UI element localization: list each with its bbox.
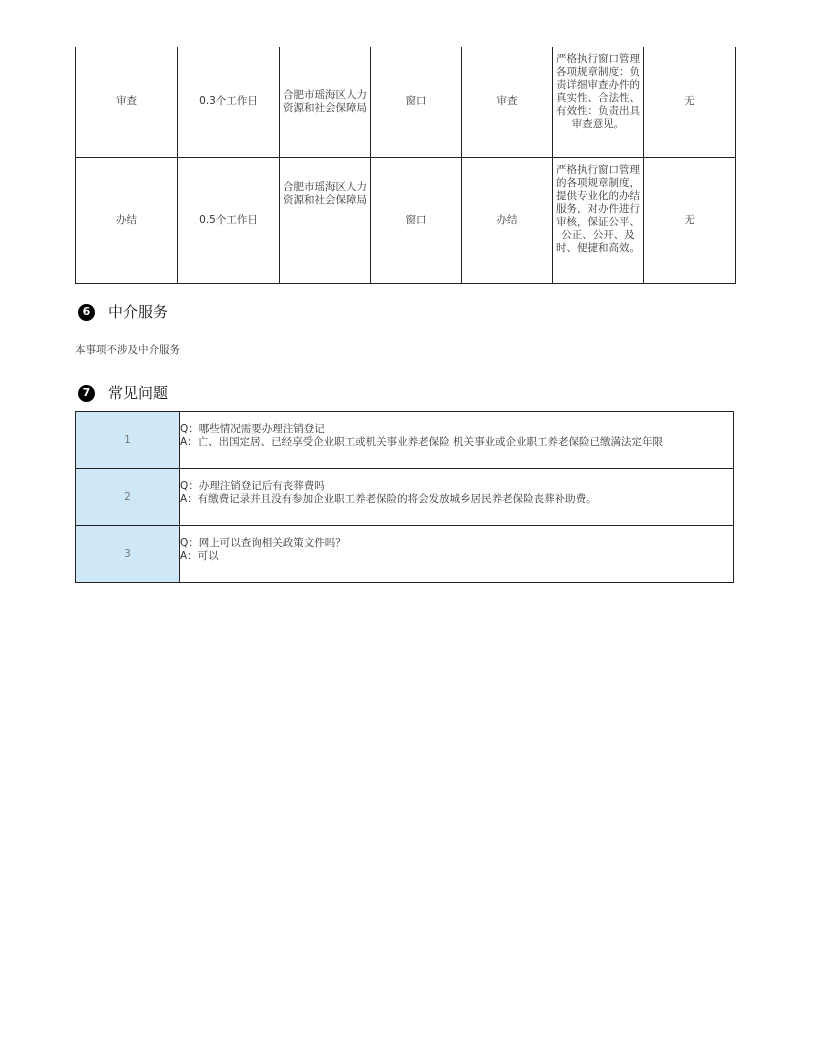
extra-note: 无 xyxy=(644,47,736,157)
process-table xyxy=(75,47,736,284)
faq-question: Q：办理注销登记后有丧葬费吗 xyxy=(180,480,325,492)
intermediary-note: 本事项不涉及中介服务 xyxy=(75,344,180,356)
faq-content xyxy=(180,469,734,526)
table-row xyxy=(76,469,734,526)
section-title-text: 常见问题 xyxy=(108,384,169,402)
step-name: 办结 xyxy=(76,157,178,283)
faq-question: Q：哪些情况需要办理注销登记 xyxy=(180,423,325,435)
table-row xyxy=(76,526,734,583)
location: 窗口 xyxy=(371,157,462,283)
table-row xyxy=(76,157,736,283)
department: 合肥市瑶海区人力资源和社会保障局 xyxy=(280,157,371,283)
faq-answer: A：可以 xyxy=(180,550,219,562)
table-row xyxy=(76,412,734,469)
number-7-icon: 7 xyxy=(78,385,95,402)
faq-answer: A：有缴费记录并且没有参加企业职工养老保险的将会发放城乡居民养老保险丧葬补助费。 xyxy=(180,493,597,505)
section-title-faq xyxy=(78,384,168,402)
faq-answer: A：亡、出国定居、已经享受企业职工或机关事业养老保险 机关事业或企业职工养老保险已缴满法定年限 xyxy=(180,436,664,448)
faq-index: 3 xyxy=(76,526,180,583)
time-limit: 0.5个工作日 xyxy=(178,157,280,283)
work-standard: 严格执行窗口管理各项规章制度：负责详细审查办件的真实性、合法性、有效性：负责出具审查意见。 xyxy=(553,47,644,157)
faq-content xyxy=(180,526,734,583)
faq-question: Q：网上可以查询相关政策文件吗？ xyxy=(180,537,346,549)
action: 办结 xyxy=(462,157,553,283)
location: 窗口 xyxy=(371,47,462,157)
faq-content xyxy=(180,412,734,469)
faq-table xyxy=(75,411,734,583)
department: 合肥市瑶海区人力资源和社会保障局 xyxy=(280,47,371,157)
work-standard: 严格执行窗口管理的各项规章制度，提供专业化的办结服务，对办件进行审核，保证公平、公正、公开、及时、便捷和高效。 xyxy=(553,157,644,283)
table-row xyxy=(76,47,736,157)
section-title-intermediary xyxy=(78,303,168,321)
faq-index: 2 xyxy=(76,469,180,526)
step-name: 审查 xyxy=(76,47,178,157)
section-title-text: 中介服务 xyxy=(108,303,169,321)
time-limit: 0.3个工作日 xyxy=(178,47,280,157)
extra-note: 无 xyxy=(644,157,736,283)
number-6-icon: 6 xyxy=(78,304,95,321)
action: 审查 xyxy=(462,47,553,157)
faq-index: 1 xyxy=(76,412,180,469)
